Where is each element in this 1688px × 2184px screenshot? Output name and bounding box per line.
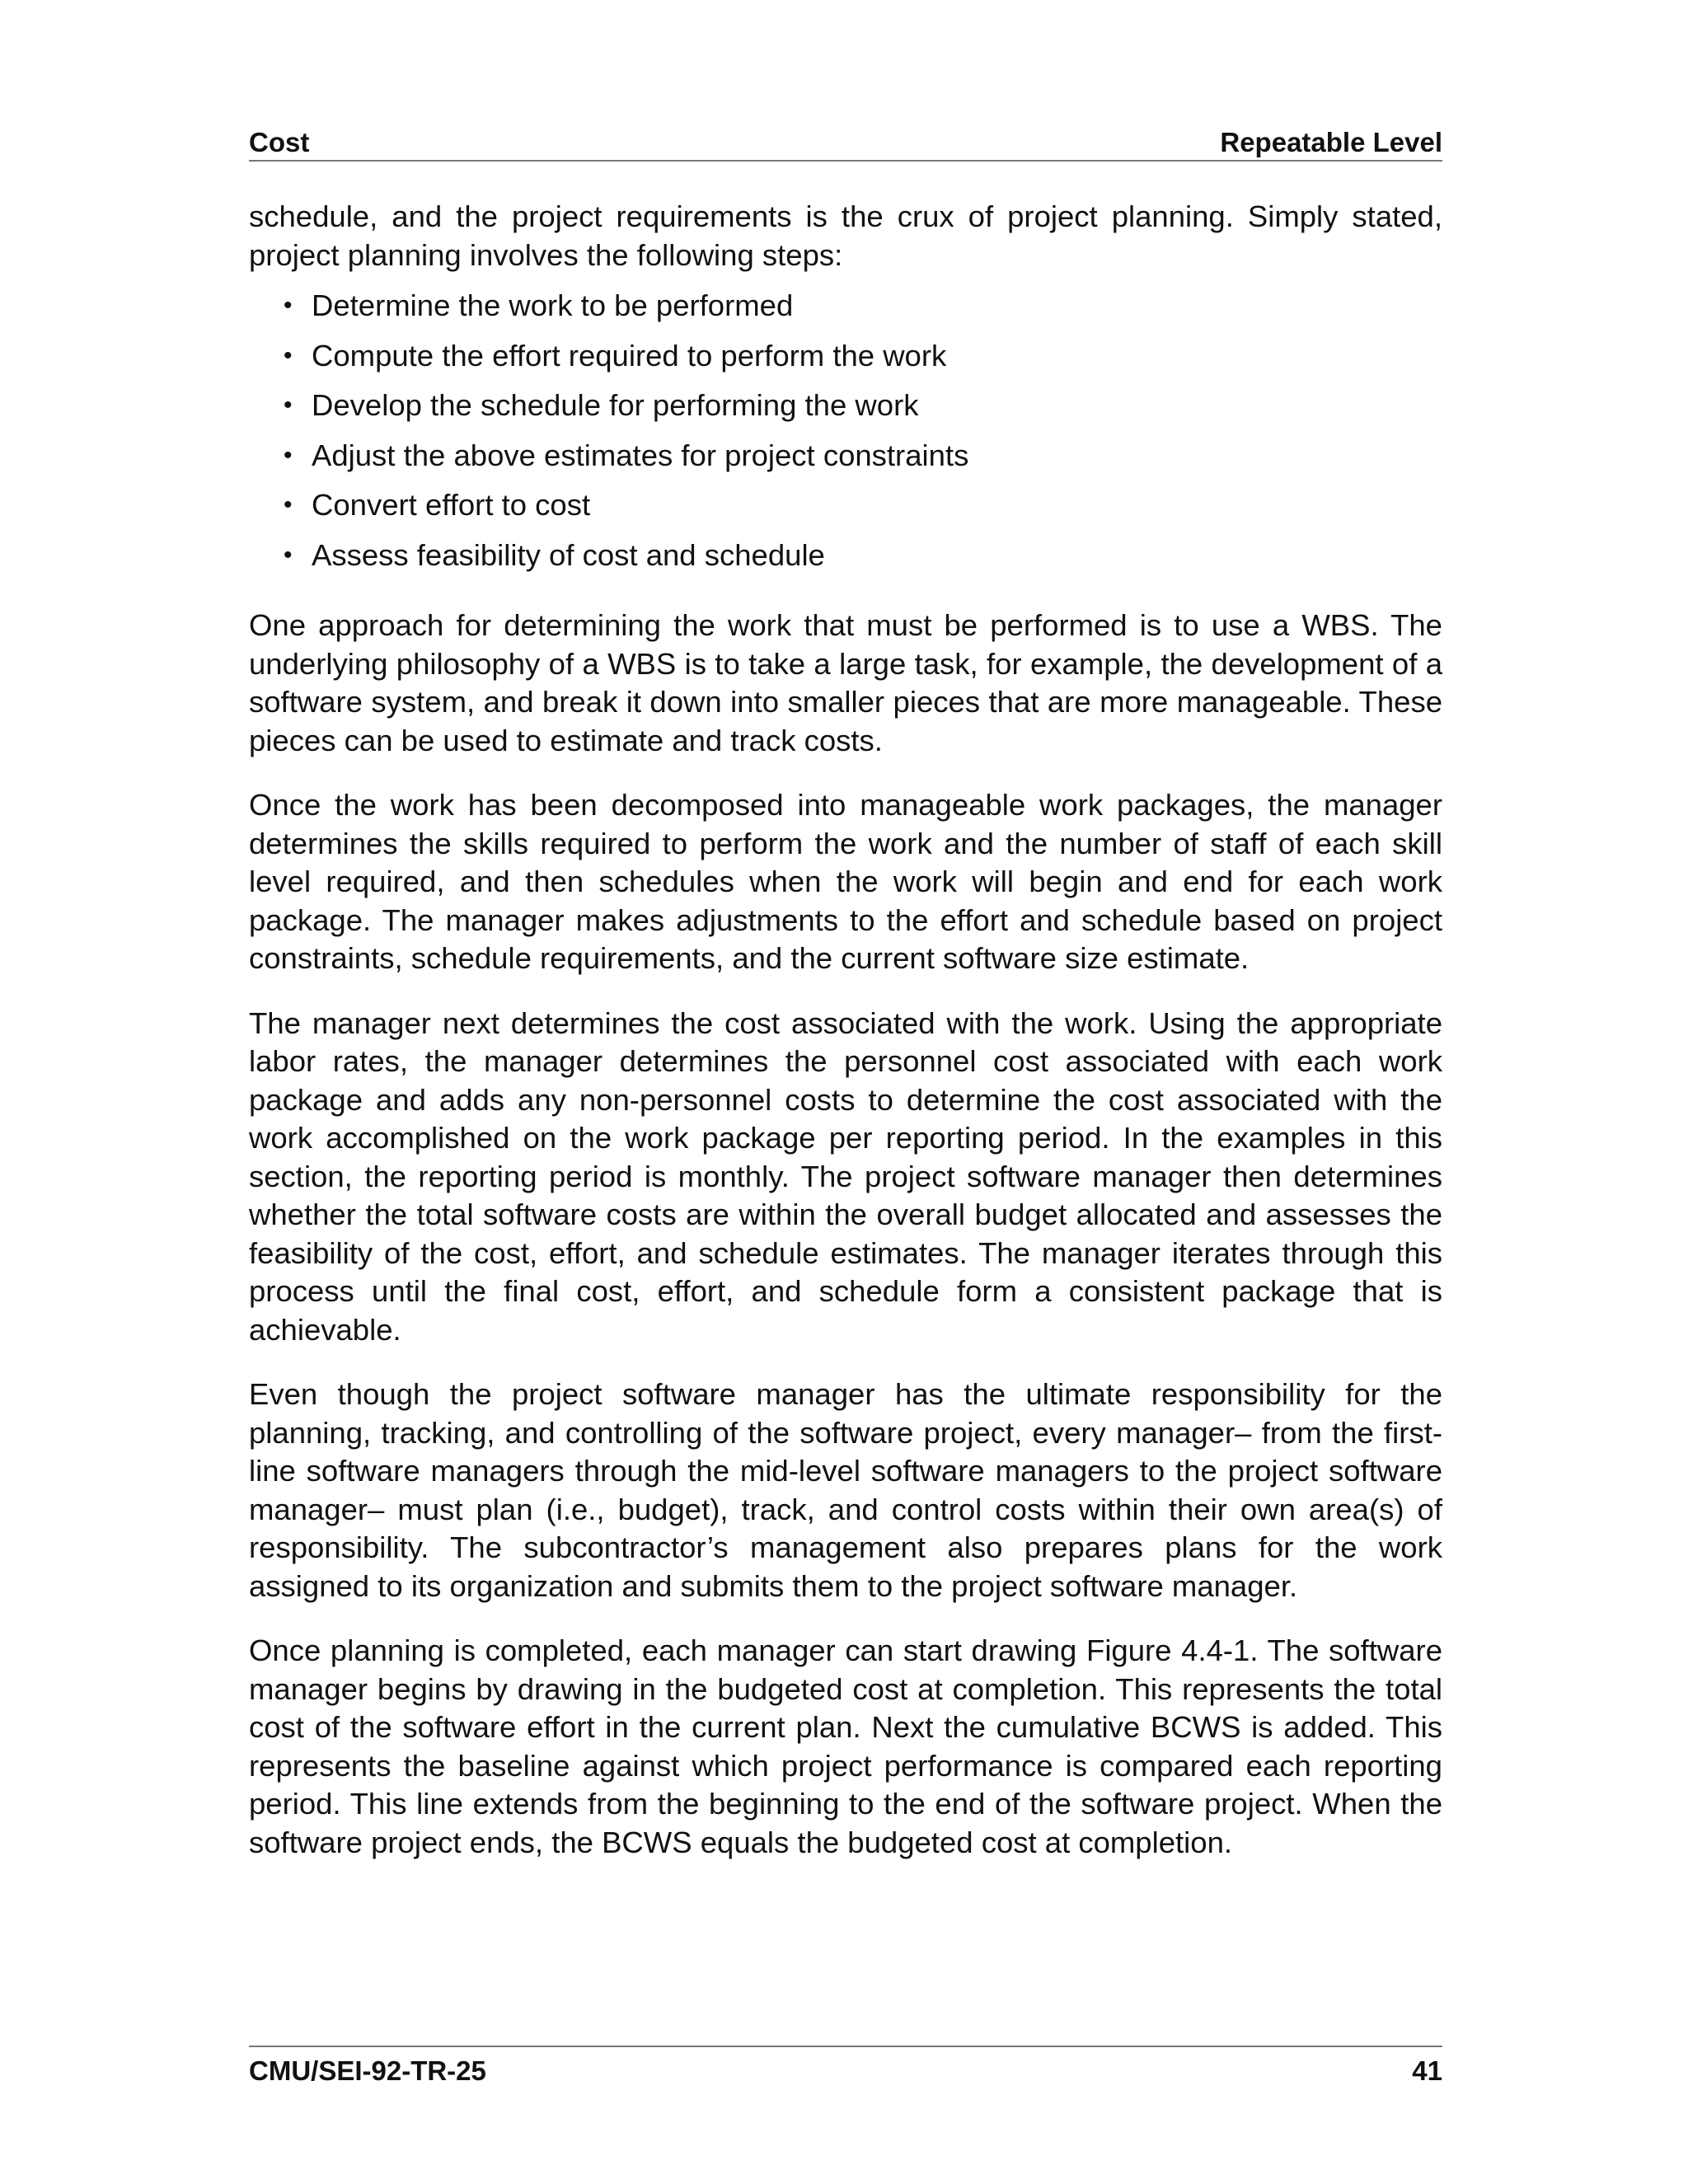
footer-report-number: CMU/SEI-92-TR-25 [249, 2055, 486, 2086]
paragraph-figure-drawing: Once planning is completed, each manager can start drawing Figure 4.4-1. The software manager begins by drawing in the budgeted cost at completion. This represents the total cost of the software effort in the current plan. Next the cumulative BCWS is added. This represents the baseline against which project performance is compared each reporting period. This line extends from the beginning to the end of the software project. When the software project ends, the BCWS equals the budgeted cost at completion. [249, 1633, 1442, 1859]
paragraph-wbs: One approach for determining the work that must be performed is to use a WBS. The underlying philosophy of a WBS is to take a large task, for example, the development of a software system, and break it down into smaller pieces that are more manageable. These pieces can be used to estimate and track costs. [249, 608, 1442, 757]
bullet-glyph: • [284, 341, 293, 369]
running-footer [249, 2046, 1442, 2087]
bullet-glyph: • [284, 391, 293, 419]
page-number: 41 [1412, 2055, 1442, 2086]
bullet-glyph: • [284, 292, 293, 319]
list-item-text: Determine the work to be performed [312, 288, 794, 322]
list-item [249, 381, 1442, 431]
list-item-text: Develop the schedule for performing the work [312, 388, 919, 422]
list-item [249, 281, 1442, 331]
bullet-glyph: • [284, 441, 293, 469]
paragraph-manager-responsibility: Even though the project software manager has the ultimate responsibility for the planning, tracking, and controlling of the software project, every manager– from the first-line software managers through the mid-level software managers to the project software manager– must plan (i.e., budget), track, and control costs within their own area(s) of responsibility. The subcontractor’s management also prepares plans for the work assigned to its organization and submits them to the project software manager. [249, 1377, 1442, 1603]
header-level-title: Repeatable Level [1220, 127, 1442, 157]
list-item-text: Compute the effort required to perform the work [312, 338, 947, 373]
planning-steps-list [249, 281, 1442, 580]
bullet-glyph: • [284, 541, 293, 569]
running-header [249, 122, 1442, 162]
list-item [249, 480, 1442, 531]
list-item [249, 331, 1442, 382]
intro-paragraph: schedule, and the project requirements is the crux of project planning. Simply stated, project planning involves the following steps: [249, 199, 1442, 272]
list-item-text: Assess feasibility of cost and schedule [312, 537, 825, 572]
list-item [249, 431, 1442, 481]
list-item-text: Convert effort to cost [312, 488, 591, 522]
paragraph-work-packages: Once the work has been decomposed into manageable work packages, the manager determines the skills required to perform the work and the number of staff of each skill level required, and then schedules when the work will begin and end for each work package. The manager makes adjustments to the effort and schedule based on project constraints, schedule requirements, and the current software size estimate. [249, 788, 1442, 975]
paragraph-cost-determination: The manager next determines the cost associated with the work. Using the appropriate labor rates, the manager determines the personnel cost associated with each work package and adds any non-personnel costs to determine the cost associated with the work accomplished on the work package per reporting period. In the examples in this section, the reporting period is monthly. The project software manager then determines whether the total software costs are within the overall budget allocated and assesses the feasibility of the cost, effort, and schedule estimates. The manager iterates through this process until the final cost, effort, and schedule form a consistent package that is achievable. [249, 1005, 1442, 1347]
body-text [249, 198, 1442, 1888]
list-item-text: Adjust the above estimates for project constraints [312, 438, 969, 472]
list-item [249, 531, 1442, 581]
bullet-glyph: • [284, 491, 293, 518]
header-section-title: Cost [249, 127, 310, 157]
